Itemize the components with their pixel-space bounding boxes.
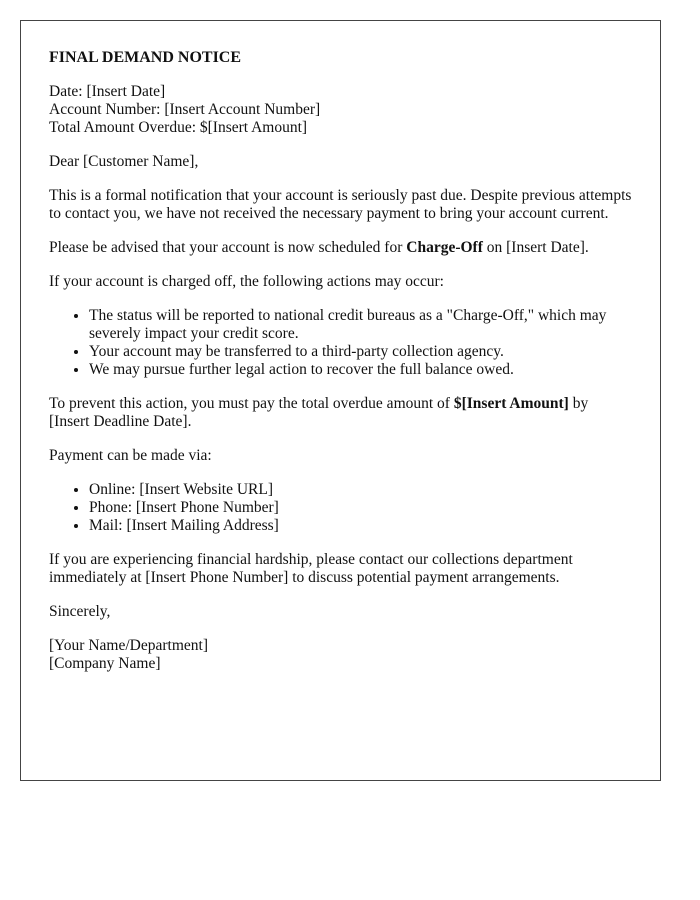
chargeoff-emphasis: Charge-Off — [406, 239, 483, 256]
account-number-line: Account Number: [Insert Account Number] — [49, 101, 321, 118]
list-item: • Phone: [Insert Phone Number] — [89, 499, 632, 517]
list-item: • The status will be reported to national credit bureaus as a "Charge-Off," which may severely impact your credit score. — [89, 307, 632, 343]
letter-header — [49, 83, 632, 137]
amount-emphasis: $[Insert Amount] — [453, 395, 569, 412]
prevent-paragraph — [49, 395, 632, 431]
actions-list — [49, 307, 632, 379]
hardship-paragraph: If you are experiencing financial hardship, please contact our collections department immediately at [Insert Phone Number] to discuss potential payment arrangements. — [49, 551, 573, 586]
intro-paragraph: This is a formal notification that your account is seriously past due. Despite previous attempts to contact you, we have not received the necessary payment to bring your account current. — [49, 187, 632, 222]
list-item: • Your account may be transferred to a third-party collection agency. — [89, 343, 632, 361]
signature-name: [Your Name/Department] — [49, 637, 208, 654]
chargeoff-text: Please be advised that your account is now scheduled for — [49, 239, 407, 256]
prevent-text: To prevent this action, you must pay the total overdue amount of — [49, 395, 454, 412]
letter-title: FINAL DEMAND NOTICE — [49, 49, 242, 66]
list-item: • Online: [Insert Website URL] — [89, 481, 632, 499]
signature-block — [49, 637, 632, 673]
total-overdue-line: Total Amount Overdue: $[Insert Amount] — [49, 119, 308, 136]
salutation: Dear [Customer Name], — [49, 153, 199, 170]
signature-company: [Company Name] — [49, 655, 161, 672]
actions-intro: If your account is charged off, the following actions may occur: — [49, 273, 444, 290]
chargeoff-paragraph — [49, 239, 632, 257]
chargeoff-date: on [Insert Date]. — [482, 239, 589, 256]
date-line: Date: [Insert Date] — [49, 83, 166, 100]
list-item: • Mail: [Insert Mailing Address] — [89, 517, 632, 535]
payment-methods-list — [49, 481, 632, 535]
list-item: • We may pursue further legal action to recover the full balance owed. — [89, 361, 632, 379]
final-demand-letter — [20, 20, 661, 781]
payment-intro: Payment can be made via: — [49, 447, 212, 464]
deadline-text: by [Insert Deadline Date]. — [49, 395, 589, 430]
closing: Sincerely, — [49, 603, 111, 620]
